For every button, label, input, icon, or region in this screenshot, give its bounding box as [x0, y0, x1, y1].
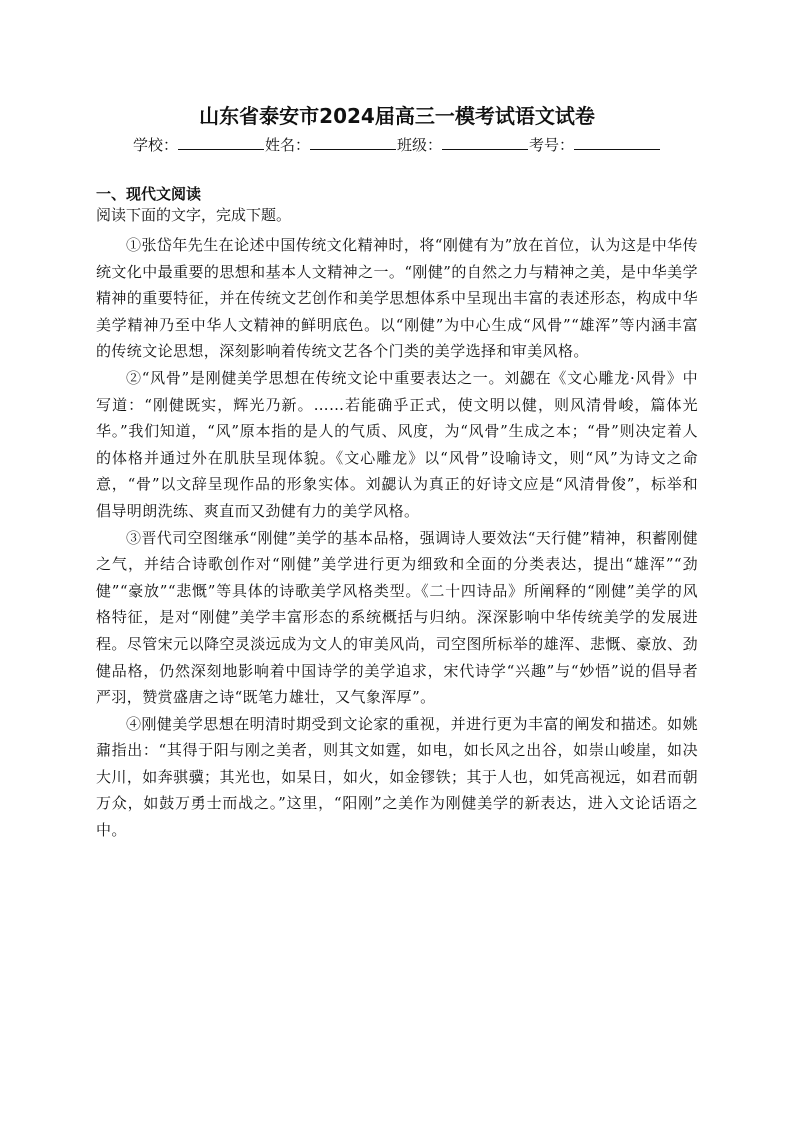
school-field [133, 134, 265, 155]
name-field [265, 134, 397, 155]
paragraph-2: ②“风骨”是刚健美学思想在传统文论中重要表达之一。刘勰在《文心雕龙·风骨》中写道：“刚健既实，辉光乃新。……若能确乎正式，使文明以健，则风清骨峻，篇体光华。”我们知道，“风”原本指的是人的气质、风度，为“风骨”生成之本；“骨”则决定着人的体格并通过外在肌肤呈现体貌。《文心雕龙》以“风骨”设喻诗文，则“风”为诗文之命意，“骨”以文辞呈现作品的形象实体。刘勰认为真正的好诗文应是“风清骨俊”，标举和倡导明朗洗练、爽直而又劲健有力的美学风格。 [96, 368, 698, 520]
class-field [397, 134, 529, 155]
name-blank [310, 135, 396, 150]
exam-number-blank [574, 135, 660, 150]
name-label: 姓名： [264, 136, 310, 154]
exam-title: 山东省泰安市2024届高三一模考试语文试卷 [199, 104, 595, 128]
exam-number-label: 考号： [529, 136, 575, 154]
reading-instruction: 阅读下面的文字，完成下题。 [96, 206, 292, 224]
paragraph-1: ①张岱年先生在论述中国传统文化精神时，将“刚健有为”放在首位，认为这是中华传统文化中最重要的思想和基本人文精神之一。“刚健”的自然之力与精神之美，是中华美学精神的重要特征，并在传统文艺创作和美学思想体系中呈现出丰富的表述形态，构成中华美学精神乃至中华人文精神的鲜明底色。以“刚健”为中心生成“风骨”“雄浑”等内涵丰富的传统文论思想，深刻影响着传统文艺各个门类的美学选择和审美风格。 [96, 236, 698, 361]
student-info-line [0, 134, 794, 155]
school-blank [178, 135, 264, 150]
reading-passage [96, 232, 698, 844]
paragraph-4: ④刚健美学思想在明清时期受到文论家的重视，并进行更为丰富的阐发和描述。如姚鼐指出：“其得于阳与刚之美者，则其文如霆，如电，如长风之出谷，如崇山峻崖，如决大川，如奔骐骥；其光也，如杲日，如火，如金镠铁；其于人也，如凭高视远，如君而朝万众，如鼓万勇士而战之。”这里，“阳刚”之美作为刚健美学的新表达，进入文论话语之中。 [96, 714, 698, 840]
school-label: 学校： [132, 136, 178, 154]
section-heading: 一、现代文阅读 [96, 185, 202, 203]
class-blank [442, 135, 528, 150]
paragraph-3: ③晋代司空图继承“刚健”美学的基本品格，强调诗人要效法“天行健”精神，积蓄刚健之气，并结合诗歌创作对“刚健”美学进行更为细致和全面的分类表达，提出“雄浑”“劲健”“豪放”“悲慨”等具体的诗歌美学风格类型。《二十四诗品》所阐释的“刚健”美学的风格特征，是对“刚健”美学丰富形态的系统概括与归纳。深深影响中华传统美学的发展进程。尽管宋元以降空灵淡远成为文人的审美风尚，司空图所标举的雄浑、悲慨、豪放、劲健品格，仍然深刻地影响着中国诗学的美学追求，宋代诗学“兴趣”与“妙悟”说的倡导者严羽，赞赏盛唐之诗“既笔力雄壮，又气象浑厚”。 [96, 528, 698, 707]
exam-number-field [529, 134, 661, 155]
class-label: 班级： [397, 136, 443, 154]
